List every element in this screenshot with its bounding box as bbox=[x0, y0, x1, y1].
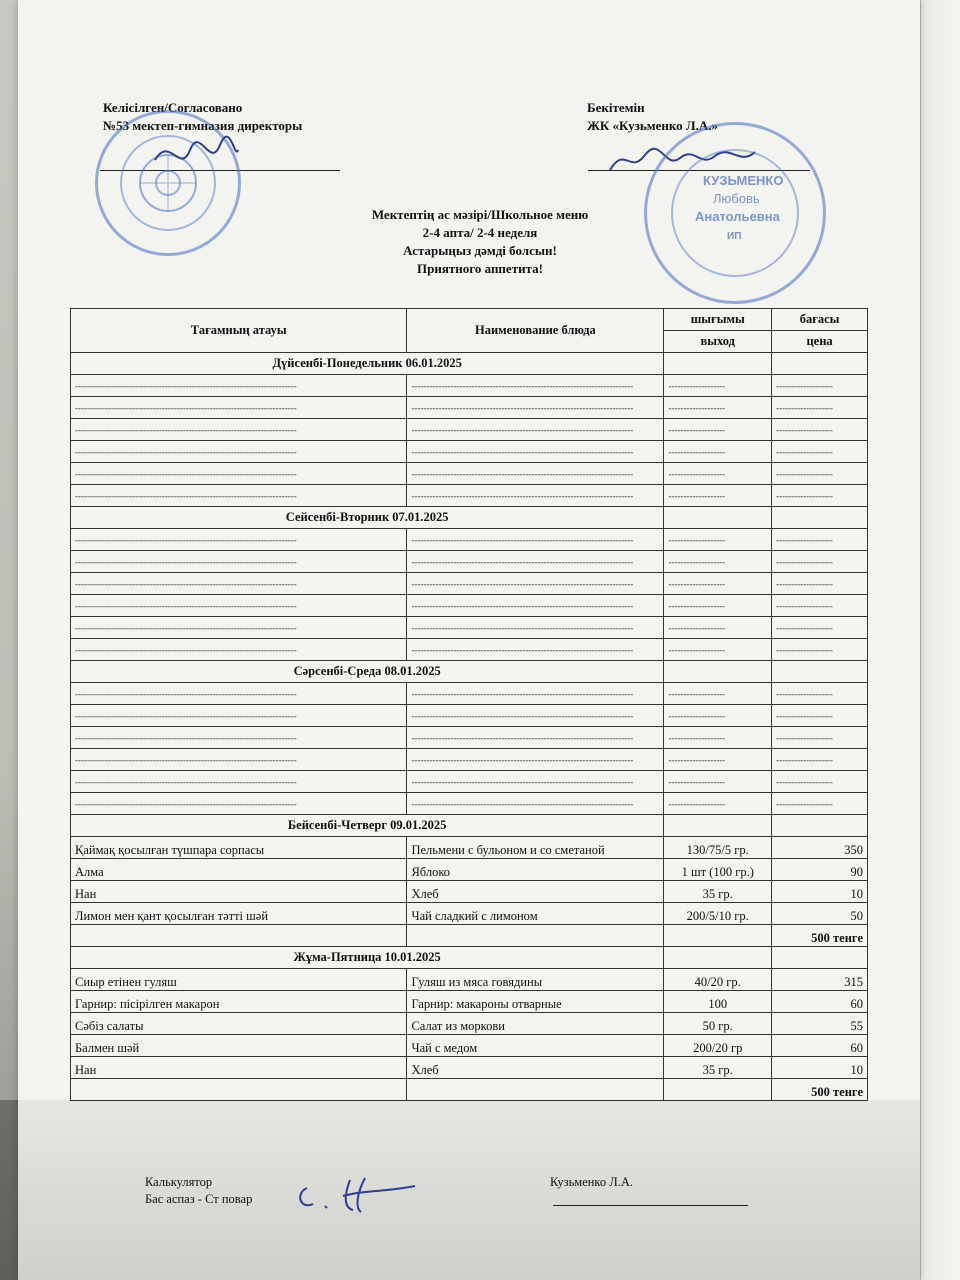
table-row-empty bbox=[71, 639, 868, 661]
dash-cell: -------------------------------------------------------------------------- bbox=[407, 441, 664, 463]
table-row-empty bbox=[71, 529, 868, 551]
dish-name-kz: Сиыр етінен гуляш bbox=[71, 969, 407, 991]
dash-cell: ------------------- bbox=[772, 705, 868, 727]
dish-name-ru: Гарнир: макароны отварные bbox=[407, 991, 664, 1013]
dish-name-ru: Гуляш из мяса говядины bbox=[407, 969, 664, 991]
dash-cell: -------------------------------------------------------------------------- bbox=[407, 793, 664, 815]
dash-cell: ------------------- bbox=[772, 617, 868, 639]
footer-signer-name: Кузьменко Л.А. bbox=[550, 1175, 634, 1189]
table-row-empty bbox=[71, 727, 868, 749]
dish-name-ru: Хлеб bbox=[407, 1057, 664, 1079]
dash-cell: -------------------------------------------------------------------------- bbox=[71, 485, 407, 507]
table-row bbox=[71, 903, 868, 925]
dash-cell: ------------------- bbox=[664, 595, 772, 617]
dash-cell: ------------------- bbox=[664, 419, 772, 441]
menu-week: 2-4 апта/ 2-4 неделя bbox=[422, 225, 538, 240]
dish-price: 55 bbox=[772, 1013, 868, 1035]
table-row bbox=[71, 1013, 868, 1035]
dish-name-kz: Сәбіз салаты bbox=[71, 1013, 407, 1035]
chef-signature-icon bbox=[295, 1168, 425, 1218]
dash-cell: -------------------------------------------------------------------------- bbox=[71, 441, 407, 463]
dish-name-kz: Алма bbox=[71, 859, 407, 881]
dash-cell: ------------------- bbox=[664, 793, 772, 815]
day-empty-cell bbox=[772, 507, 868, 529]
table-row bbox=[71, 837, 868, 859]
day-label: Сейсенбі-Вторник 07.01.2025 bbox=[71, 507, 664, 529]
table-row-empty bbox=[71, 551, 868, 573]
day-empty-cell bbox=[664, 947, 772, 969]
total-empty-cell bbox=[664, 1079, 772, 1101]
total-row bbox=[71, 1079, 868, 1101]
dash-cell: -------------------------------------------------------------------------- bbox=[407, 727, 664, 749]
day-empty-cell bbox=[772, 661, 868, 683]
table-row-empty bbox=[71, 573, 868, 595]
table-row-empty bbox=[71, 749, 868, 771]
header-output-ru: выход bbox=[664, 331, 772, 353]
dish-output: 35 гр. bbox=[664, 1057, 772, 1079]
dash-cell: -------------------------------------------------------------------------- bbox=[71, 683, 407, 705]
dash-cell: ------------------- bbox=[664, 463, 772, 485]
dish-output: 130/75/5 гр. bbox=[664, 837, 772, 859]
dish-output: 200/5/10 гр. bbox=[664, 903, 772, 925]
day-header-row bbox=[71, 661, 868, 683]
dish-price: 315 bbox=[772, 969, 868, 991]
menu-title: Мектептің ас мәзірі/Школьное меню bbox=[371, 207, 589, 222]
stamp-line2: Любовь bbox=[713, 191, 760, 206]
table-row-empty bbox=[71, 683, 868, 705]
dash-cell: -------------------------------------------------------------------------- bbox=[407, 397, 664, 419]
dash-cell: ------------------- bbox=[664, 375, 772, 397]
paper-shadow bbox=[18, 1100, 920, 1280]
dash-cell: ------------------- bbox=[772, 441, 868, 463]
dish-output: 35 гр. bbox=[664, 881, 772, 903]
dash-cell: ------------------- bbox=[664, 573, 772, 595]
dash-cell: -------------------------------------------------------------------------- bbox=[71, 595, 407, 617]
day-header-row bbox=[71, 353, 868, 375]
dash-cell: -------------------------------------------------------------------------- bbox=[71, 617, 407, 639]
stamp-line3: Анатольевна bbox=[695, 209, 780, 224]
table-row bbox=[71, 969, 868, 991]
dash-cell: -------------------------------------------------------------------------- bbox=[407, 771, 664, 793]
day-empty-cell bbox=[664, 507, 772, 529]
approval-right-subtitle: ЖК «Кузьменко Л.А.» bbox=[587, 118, 718, 133]
dash-cell: -------------------------------------------------------------------------- bbox=[407, 529, 664, 551]
dash-cell: ------------------- bbox=[664, 551, 772, 573]
total-empty-cell bbox=[71, 925, 407, 947]
dash-cell: ------------------- bbox=[772, 771, 868, 793]
dash-cell: -------------------------------------------------------------------------- bbox=[407, 485, 664, 507]
dash-cell: -------------------------------------------------------------------------- bbox=[71, 749, 407, 771]
footer-chef: Бас аспаз - Ст повар bbox=[145, 1192, 253, 1206]
total-row bbox=[71, 925, 868, 947]
day-empty-cell bbox=[664, 815, 772, 837]
dish-output: 200/20 гр bbox=[664, 1035, 772, 1057]
total-price: 500 тенге bbox=[772, 1079, 868, 1101]
table-row bbox=[71, 881, 868, 903]
table-row-empty bbox=[71, 771, 868, 793]
total-empty-cell bbox=[664, 925, 772, 947]
dash-cell: ------------------- bbox=[772, 485, 868, 507]
table-row-empty bbox=[71, 463, 868, 485]
dish-name-ru: Хлеб bbox=[407, 881, 664, 903]
dish-output: 1 шт (100 гр.) bbox=[664, 859, 772, 881]
dash-cell: -------------------------------------------------------------------------- bbox=[71, 771, 407, 793]
day-label: Бейсенбі-Четверг 09.01.2025 bbox=[71, 815, 664, 837]
dash-cell: -------------------------------------------------------------------------- bbox=[71, 551, 407, 573]
dash-cell: -------------------------------------------------------------------------- bbox=[71, 397, 407, 419]
dish-name-ru: Чай с медом bbox=[407, 1035, 664, 1057]
day-empty-cell bbox=[772, 947, 868, 969]
dash-cell: -------------------------------------------------------------------------- bbox=[71, 419, 407, 441]
dish-name-kz: Нан bbox=[71, 881, 407, 903]
dash-cell: -------------------------------------------------------------------------- bbox=[407, 617, 664, 639]
day-label: Дүйсенбі-Понедельник 06.01.2025 bbox=[71, 353, 664, 375]
adjacent-paper bbox=[920, 0, 960, 1280]
day-header-row bbox=[71, 507, 868, 529]
table-row bbox=[71, 991, 868, 1013]
menu-greeting-kz: Астарыңыз дәмді болсын! bbox=[403, 243, 557, 258]
dash-cell: ------------------- bbox=[772, 749, 868, 771]
dash-cell: -------------------------------------------------------------------------- bbox=[407, 375, 664, 397]
header-price-kz: бағасы bbox=[772, 309, 868, 331]
dash-cell: ------------------- bbox=[772, 727, 868, 749]
dash-cell: ------------------- bbox=[772, 397, 868, 419]
dash-cell: -------------------------------------------------------------------------- bbox=[407, 463, 664, 485]
dish-name-ru: Салат из моркови bbox=[407, 1013, 664, 1035]
dash-cell: ------------------- bbox=[772, 639, 868, 661]
dish-name-ru: Пельмени с бульоном и со сметаной bbox=[407, 837, 664, 859]
stamp-line1: КУЗЬМЕНКО bbox=[703, 173, 784, 188]
table-row-empty bbox=[71, 793, 868, 815]
dash-cell: -------------------------------------------------------------------------- bbox=[71, 705, 407, 727]
dish-name-kz: Гарнир: пісірілген макарон bbox=[71, 991, 407, 1013]
day-label: Жұма-Пятница 10.01.2025 bbox=[71, 947, 664, 969]
stamp-line4: ИП bbox=[727, 231, 742, 242]
day-header-row bbox=[71, 947, 868, 969]
dish-name-kz: Нан bbox=[71, 1057, 407, 1079]
header-price-ru: цена bbox=[772, 331, 868, 353]
approval-right-title: Бекітемін bbox=[587, 100, 645, 115]
dash-cell: ------------------- bbox=[772, 595, 868, 617]
dash-cell: ------------------- bbox=[772, 375, 868, 397]
footer-calculator: Калькулятор bbox=[145, 1175, 213, 1189]
day-empty-cell bbox=[772, 353, 868, 375]
table-row bbox=[71, 1035, 868, 1057]
entrepreneur-stamp bbox=[644, 122, 826, 304]
table-row-empty bbox=[71, 419, 868, 441]
dash-cell: -------------------------------------------------------------------------- bbox=[71, 639, 407, 661]
table-row-empty bbox=[71, 375, 868, 397]
header-dish-kz: Тағамның атауы bbox=[71, 309, 407, 353]
table-row bbox=[71, 859, 868, 881]
dish-price: 60 bbox=[772, 991, 868, 1013]
dash-cell: ------------------- bbox=[664, 397, 772, 419]
dash-cell: -------------------------------------------------------------------------- bbox=[407, 595, 664, 617]
total-price: 500 тенге bbox=[772, 925, 868, 947]
total-empty-cell bbox=[407, 1079, 664, 1101]
dash-cell: -------------------------------------------------------------------------- bbox=[71, 573, 407, 595]
dish-price: 350 bbox=[772, 837, 868, 859]
dash-cell: -------------------------------------------------------------------------- bbox=[71, 463, 407, 485]
dash-cell: -------------------------------------------------------------------------- bbox=[407, 705, 664, 727]
dish-price: 60 bbox=[772, 1035, 868, 1057]
footer-signature-line bbox=[553, 1205, 748, 1206]
total-empty-cell bbox=[71, 1079, 407, 1101]
dash-cell: -------------------------------------------------------------------------- bbox=[71, 529, 407, 551]
dash-cell: -------------------------------------------------------------------------- bbox=[407, 573, 664, 595]
table-row-empty bbox=[71, 441, 868, 463]
table-row-empty bbox=[71, 485, 868, 507]
dish-price: 50 bbox=[772, 903, 868, 925]
table-row-empty bbox=[71, 595, 868, 617]
dash-cell: ------------------- bbox=[772, 793, 868, 815]
dash-cell: ------------------- bbox=[772, 529, 868, 551]
dash-cell: ------------------- bbox=[772, 419, 868, 441]
dash-cell: ------------------- bbox=[772, 463, 868, 485]
total-empty-cell bbox=[407, 925, 664, 947]
dash-cell: ------------------- bbox=[664, 683, 772, 705]
dish-price: 10 bbox=[772, 881, 868, 903]
dish-price: 90 bbox=[772, 859, 868, 881]
dash-cell: ------------------- bbox=[664, 727, 772, 749]
director-signature-icon bbox=[150, 130, 240, 180]
menu-table bbox=[70, 308, 868, 1101]
day-empty-cell bbox=[664, 661, 772, 683]
dash-cell: ------------------- bbox=[664, 441, 772, 463]
dash-cell: -------------------------------------------------------------------------- bbox=[407, 683, 664, 705]
dash-cell: -------------------------------------------------------------------------- bbox=[407, 419, 664, 441]
dash-cell: ------------------- bbox=[664, 771, 772, 793]
table-row-empty bbox=[71, 705, 868, 727]
header-output-kz: шығымы bbox=[664, 309, 772, 331]
dash-cell: -------------------------------------------------------------------------- bbox=[407, 749, 664, 771]
dish-output: 50 гр. bbox=[664, 1013, 772, 1035]
dash-cell: ------------------- bbox=[772, 683, 868, 705]
dash-cell: ------------------- bbox=[664, 705, 772, 727]
dash-cell: -------------------------------------------------------------------------- bbox=[71, 375, 407, 397]
dish-price: 10 bbox=[772, 1057, 868, 1079]
dash-cell: -------------------------------------------------------------------------- bbox=[71, 727, 407, 749]
table-row-empty bbox=[71, 617, 868, 639]
day-label: Сәрсенбі-Среда 08.01.2025 bbox=[71, 661, 664, 683]
dish-output: 40/20 гр. bbox=[664, 969, 772, 991]
day-header-row bbox=[71, 815, 868, 837]
dash-cell: ------------------- bbox=[664, 749, 772, 771]
table-row-empty bbox=[71, 397, 868, 419]
approval-left-title: Келісілген/Согласовано bbox=[103, 100, 243, 115]
header-dish-ru: Наименование блюда bbox=[407, 309, 664, 353]
day-empty-cell bbox=[772, 815, 868, 837]
dash-cell: -------------------------------------------------------------------------- bbox=[407, 551, 664, 573]
dish-name-kz: Қаймақ қосылған түшпара сорпасы bbox=[71, 837, 407, 859]
dash-cell: ------------------- bbox=[772, 573, 868, 595]
dish-name-kz: Лимон мен қант қосылған тәтті шәй bbox=[71, 903, 407, 925]
menu-greeting-ru: Приятного аппетита! bbox=[417, 261, 543, 276]
dish-name-ru: Яблоко bbox=[407, 859, 664, 881]
dash-cell: -------------------------------------------------------------------------- bbox=[407, 639, 664, 661]
dash-cell: ------------------- bbox=[664, 529, 772, 551]
dash-cell: ------------------- bbox=[772, 551, 868, 573]
day-empty-cell bbox=[664, 353, 772, 375]
approval-left-subtitle: №53 мектеп-гимназия директоры bbox=[103, 118, 303, 133]
dish-name-kz: Балмен шәй bbox=[71, 1035, 407, 1057]
table-row bbox=[71, 1057, 868, 1079]
dash-cell: ------------------- bbox=[664, 617, 772, 639]
dish-name-ru: Чай сладкий с лимоном bbox=[407, 903, 664, 925]
dash-cell: -------------------------------------------------------------------------- bbox=[71, 793, 407, 815]
dash-cell: ------------------- bbox=[664, 639, 772, 661]
dish-output: 100 bbox=[664, 991, 772, 1013]
dash-cell: ------------------- bbox=[664, 485, 772, 507]
